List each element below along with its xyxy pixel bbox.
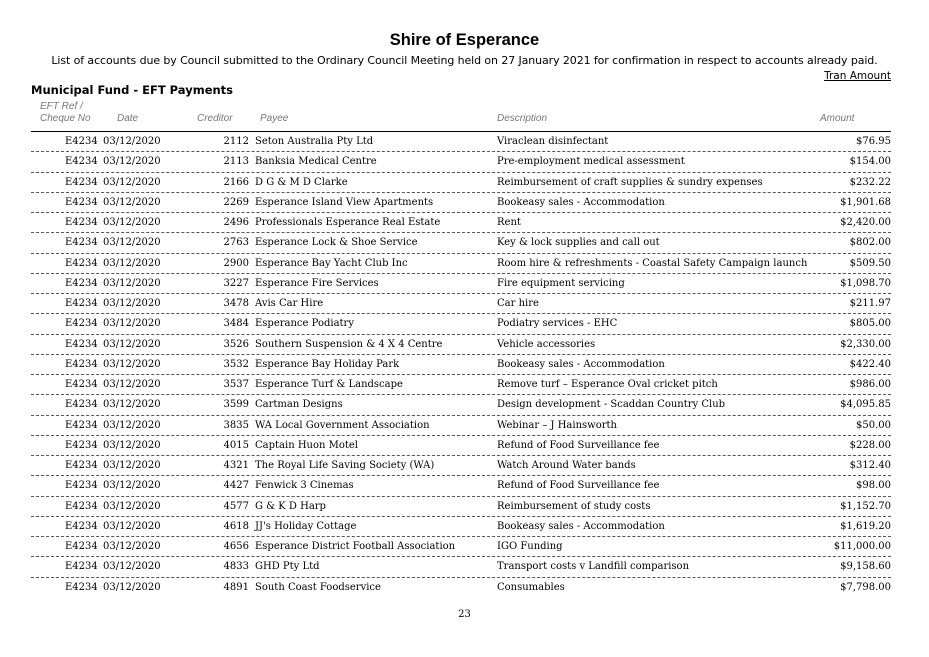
table-row	[31, 213, 891, 233]
cell-creditor: 3537	[223, 379, 249, 390]
cell-creditor: 2166	[223, 176, 249, 188]
cell-creditor: 3532	[223, 358, 249, 370]
cell-amount: $98.00	[856, 480, 891, 492]
cell-payee: Captain Huon Motel	[255, 439, 359, 451]
cell-amount: $9,158.60	[840, 561, 891, 573]
cell-amount: $312.40	[849, 460, 891, 471]
cell-eft-ref: E4234	[65, 541, 98, 552]
cell-eft-ref: E4234	[65, 439, 98, 451]
cell-payee: Cartman Designs	[255, 399, 343, 411]
cell-amount: $2,330.00	[840, 338, 891, 350]
cell-amount: $154.00	[849, 156, 891, 168]
cell-date: 03/12/2020	[103, 196, 161, 208]
table-row	[31, 497, 891, 517]
cell-creditor: 4427	[223, 480, 249, 492]
table-row	[31, 314, 891, 334]
cell-creditor: 4015	[223, 439, 249, 451]
cell-date: 03/12/2020	[103, 136, 161, 147]
cell-amount: $422.40	[849, 358, 891, 370]
table-row	[31, 476, 891, 496]
column-header-creditor: Creditor	[197, 113, 233, 124]
cell-amount: $1,098.70	[840, 277, 891, 289]
cell-amount: $211.97	[849, 298, 891, 309]
table-row	[31, 436, 891, 456]
cell-amount: $1,901.68	[840, 196, 891, 208]
cell-description: IGO Funding	[497, 541, 563, 552]
table-row	[31, 274, 891, 294]
cell-date: 03/12/2020	[103, 399, 161, 411]
cell-eft-ref: E4234	[65, 298, 98, 309]
cell-eft-ref: E4234	[65, 277, 98, 289]
cell-description: Room hire & refreshments - Coastal Safety Campaign launch	[497, 257, 808, 269]
cell-creditor: 3526	[223, 338, 249, 350]
cell-amount: $2,420.00	[840, 217, 891, 228]
table-row	[31, 375, 891, 395]
cell-eft-ref: E4234	[65, 318, 98, 330]
cell-date: 03/12/2020	[103, 217, 161, 228]
cell-date: 03/12/2020	[103, 277, 161, 289]
cell-payee: Southern Suspension & 4 X 4 Centre	[255, 338, 443, 350]
cell-creditor: 2113	[223, 156, 249, 168]
cell-description: Remove turf – Esperance Oval cricket pitch	[497, 379, 718, 390]
cell-description: Car hire	[497, 298, 539, 309]
table-row	[31, 233, 891, 253]
cell-description: Design development - Scaddan Country Club	[497, 399, 726, 411]
cell-payee: Esperance District Football Association	[255, 541, 456, 552]
cell-creditor: 2269	[223, 196, 249, 208]
cell-payee: Esperance Podiatry	[255, 318, 354, 330]
column-header-amount: Amount	[820, 113, 855, 124]
cell-description: Bookeasy sales - Accommodation	[497, 520, 665, 532]
cell-date: 03/12/2020	[103, 358, 161, 370]
section-title: Municipal Fund - EFT Payments	[31, 83, 234, 97]
cell-eft-ref: E4234	[65, 480, 98, 492]
table-row	[31, 294, 891, 314]
cell-eft-ref: E4234	[65, 136, 98, 147]
cell-description: Key & lock supplies and call out	[497, 237, 660, 249]
cell-eft-ref: E4234	[65, 581, 98, 593]
cell-eft-ref: E4234	[65, 176, 98, 188]
table-row	[31, 456, 891, 476]
cell-eft-ref: E4234	[65, 561, 98, 573]
cell-eft-ref: E4234	[65, 500, 98, 512]
cell-payee: JJ's Holiday Cottage	[255, 520, 357, 532]
table-row	[31, 132, 891, 152]
cell-eft-ref: E4234	[65, 217, 98, 228]
table-row	[31, 152, 891, 172]
cell-eft-ref: E4234	[65, 460, 98, 471]
cell-date: 03/12/2020	[103, 500, 161, 512]
cell-date: 03/12/2020	[103, 480, 161, 492]
cell-eft-ref: E4234	[65, 257, 98, 269]
cell-date: 03/12/2020	[103, 338, 161, 350]
cell-amount: $11,000.00	[833, 541, 891, 552]
cell-payee: Avis Car Hire	[255, 298, 324, 309]
cell-amount: $1,152.70	[840, 500, 891, 512]
table-row	[31, 416, 891, 436]
table-row	[31, 254, 891, 274]
cell-date: 03/12/2020	[103, 419, 161, 431]
cell-creditor: 3835	[223, 419, 249, 431]
cell-eft-ref: E4234	[65, 338, 98, 350]
page-number: 23	[458, 609, 471, 620]
cell-eft-ref: E4234	[65, 156, 98, 168]
cell-description: Reimbursement of craft supplies & sundry expenses	[497, 176, 763, 188]
cell-date: 03/12/2020	[103, 379, 161, 390]
cell-creditor: 4656	[223, 541, 249, 552]
cell-amount: $228.00	[849, 439, 891, 451]
cell-date: 03/12/2020	[103, 561, 161, 573]
table-row	[31, 578, 891, 597]
cell-payee: Esperance Bay Holiday Park	[255, 358, 400, 370]
cell-date: 03/12/2020	[103, 318, 161, 330]
table-row	[31, 557, 891, 577]
cell-payee: GHD Pty Ltd	[255, 561, 320, 573]
cell-date: 03/12/2020	[103, 460, 161, 471]
cell-eft-ref: E4234	[65, 237, 98, 249]
document-subtitle: List of accounts due by Council submitted to the Ordinary Council Meeting held on 27 January 2021 for confirmation in respect to accounts already paid.	[51, 54, 878, 67]
cell-creditor: 2496	[223, 217, 249, 228]
cell-payee: Seton Australia Pty Ltd	[255, 136, 374, 147]
column-header-ref-line2: Cheque No	[40, 113, 91, 124]
document-title: Shire of Esperance	[389, 31, 540, 49]
cell-creditor: 4321	[223, 460, 249, 471]
payments-table	[31, 132, 891, 597]
cell-payee: The Royal Life Saving Society (WA)	[255, 460, 435, 471]
cell-amount: $509.50	[849, 257, 891, 269]
cell-amount: $802.00	[849, 237, 891, 249]
cell-description: Consumables	[497, 581, 565, 593]
cell-description: Rent	[497, 217, 521, 228]
cell-creditor: 3599	[223, 399, 249, 411]
cell-creditor: 4833	[223, 561, 249, 573]
cell-description: Vehicle accessories	[497, 338, 596, 350]
cell-payee: Esperance Fire Services	[255, 277, 379, 289]
cell-payee: Professionals Esperance Real Estate	[255, 217, 441, 228]
cell-creditor: 3227	[223, 277, 249, 289]
cell-description: Podiatry services - EHC	[497, 318, 618, 330]
cell-eft-ref: E4234	[65, 358, 98, 370]
cell-payee: Esperance Lock & Shoe Service	[255, 237, 418, 249]
table-row	[31, 395, 891, 415]
cell-date: 03/12/2020	[103, 541, 161, 552]
cell-date: 03/12/2020	[103, 439, 161, 451]
cell-creditor: 4577	[223, 500, 249, 512]
cell-description: Bookeasy sales - Accommodation	[497, 196, 665, 208]
table-row	[31, 537, 891, 557]
cell-description: Watch Around Water bands	[497, 460, 636, 471]
cell-payee: Esperance Bay Yacht Club Inc	[255, 257, 408, 269]
column-header-ref-line1: EFT Ref /	[40, 101, 83, 112]
cell-creditor: 3484	[223, 318, 249, 330]
cell-creditor: 2112	[223, 136, 249, 147]
cell-eft-ref: E4234	[65, 379, 98, 390]
cell-eft-ref: E4234	[65, 399, 98, 411]
cell-creditor: 2763	[223, 237, 249, 249]
table-row	[31, 335, 891, 355]
cell-payee: Fenwick 3 Cinemas	[255, 480, 354, 492]
table-row	[31, 173, 891, 193]
cell-date: 03/12/2020	[103, 581, 161, 593]
cell-description: Refund of Food Surveillance fee	[497, 439, 660, 451]
column-header-ref	[40, 101, 91, 125]
cell-creditor: 2900	[223, 257, 249, 269]
column-header-description: Description	[497, 113, 548, 124]
cell-eft-ref: E4234	[65, 520, 98, 532]
cell-payee: WA Local Government Association	[255, 419, 430, 431]
cell-payee: D G & M D Clarke	[255, 176, 348, 188]
cell-amount: $1,619.20	[840, 520, 891, 532]
cell-creditor: 4891	[223, 581, 249, 593]
cell-eft-ref: E4234	[65, 419, 98, 431]
cell-payee: Esperance Island View Apartments	[255, 196, 434, 208]
cell-amount: $76.95	[856, 136, 891, 147]
cell-description: Fire equipment servicing	[497, 277, 625, 289]
cell-description: Webinar – J Hainsworth	[497, 419, 617, 431]
cell-description: Viraclean disinfectant	[497, 136, 609, 147]
cell-description: Bookeasy sales - Accommodation	[497, 358, 665, 370]
cell-date: 03/12/2020	[103, 156, 161, 168]
cell-payee: Banksia Medical Centre	[255, 156, 377, 168]
cell-date: 03/12/2020	[103, 257, 161, 269]
cell-amount: $50.00	[856, 419, 891, 431]
column-header-date: Date	[117, 113, 139, 124]
cell-description: Reimbursement of study costs	[497, 500, 651, 512]
cell-creditor: 4618	[223, 520, 249, 532]
cell-payee: South Coast Foodservice	[255, 581, 381, 593]
cell-description: Refund of Food Surveillance fee	[497, 480, 660, 492]
cell-eft-ref: E4234	[65, 196, 98, 208]
cell-payee: G & K D Harp	[255, 500, 326, 512]
tran-amount-label: Tran Amount	[824, 70, 891, 82]
cell-date: 03/12/2020	[103, 298, 161, 309]
cell-date: 03/12/2020	[103, 520, 161, 532]
cell-amount: $4,095.85	[840, 399, 891, 411]
column-header-payee: Payee	[260, 113, 289, 124]
cell-payee: Esperance Turf & Landscape	[255, 379, 403, 390]
cell-amount: $805.00	[849, 318, 891, 330]
cell-amount: $232.22	[849, 176, 891, 188]
table-row	[31, 355, 891, 375]
cell-amount: $986.00	[849, 379, 891, 390]
cell-date: 03/12/2020	[103, 176, 161, 188]
cell-description: Transport costs v Landfill comparison	[497, 561, 690, 573]
cell-date: 03/12/2020	[103, 237, 161, 249]
cell-description: Pre-employment medical assessment	[497, 156, 685, 168]
cell-creditor: 3478	[223, 298, 249, 309]
cell-amount: $7,798.00	[840, 581, 891, 593]
table-row	[31, 517, 891, 537]
table-row	[31, 193, 891, 213]
